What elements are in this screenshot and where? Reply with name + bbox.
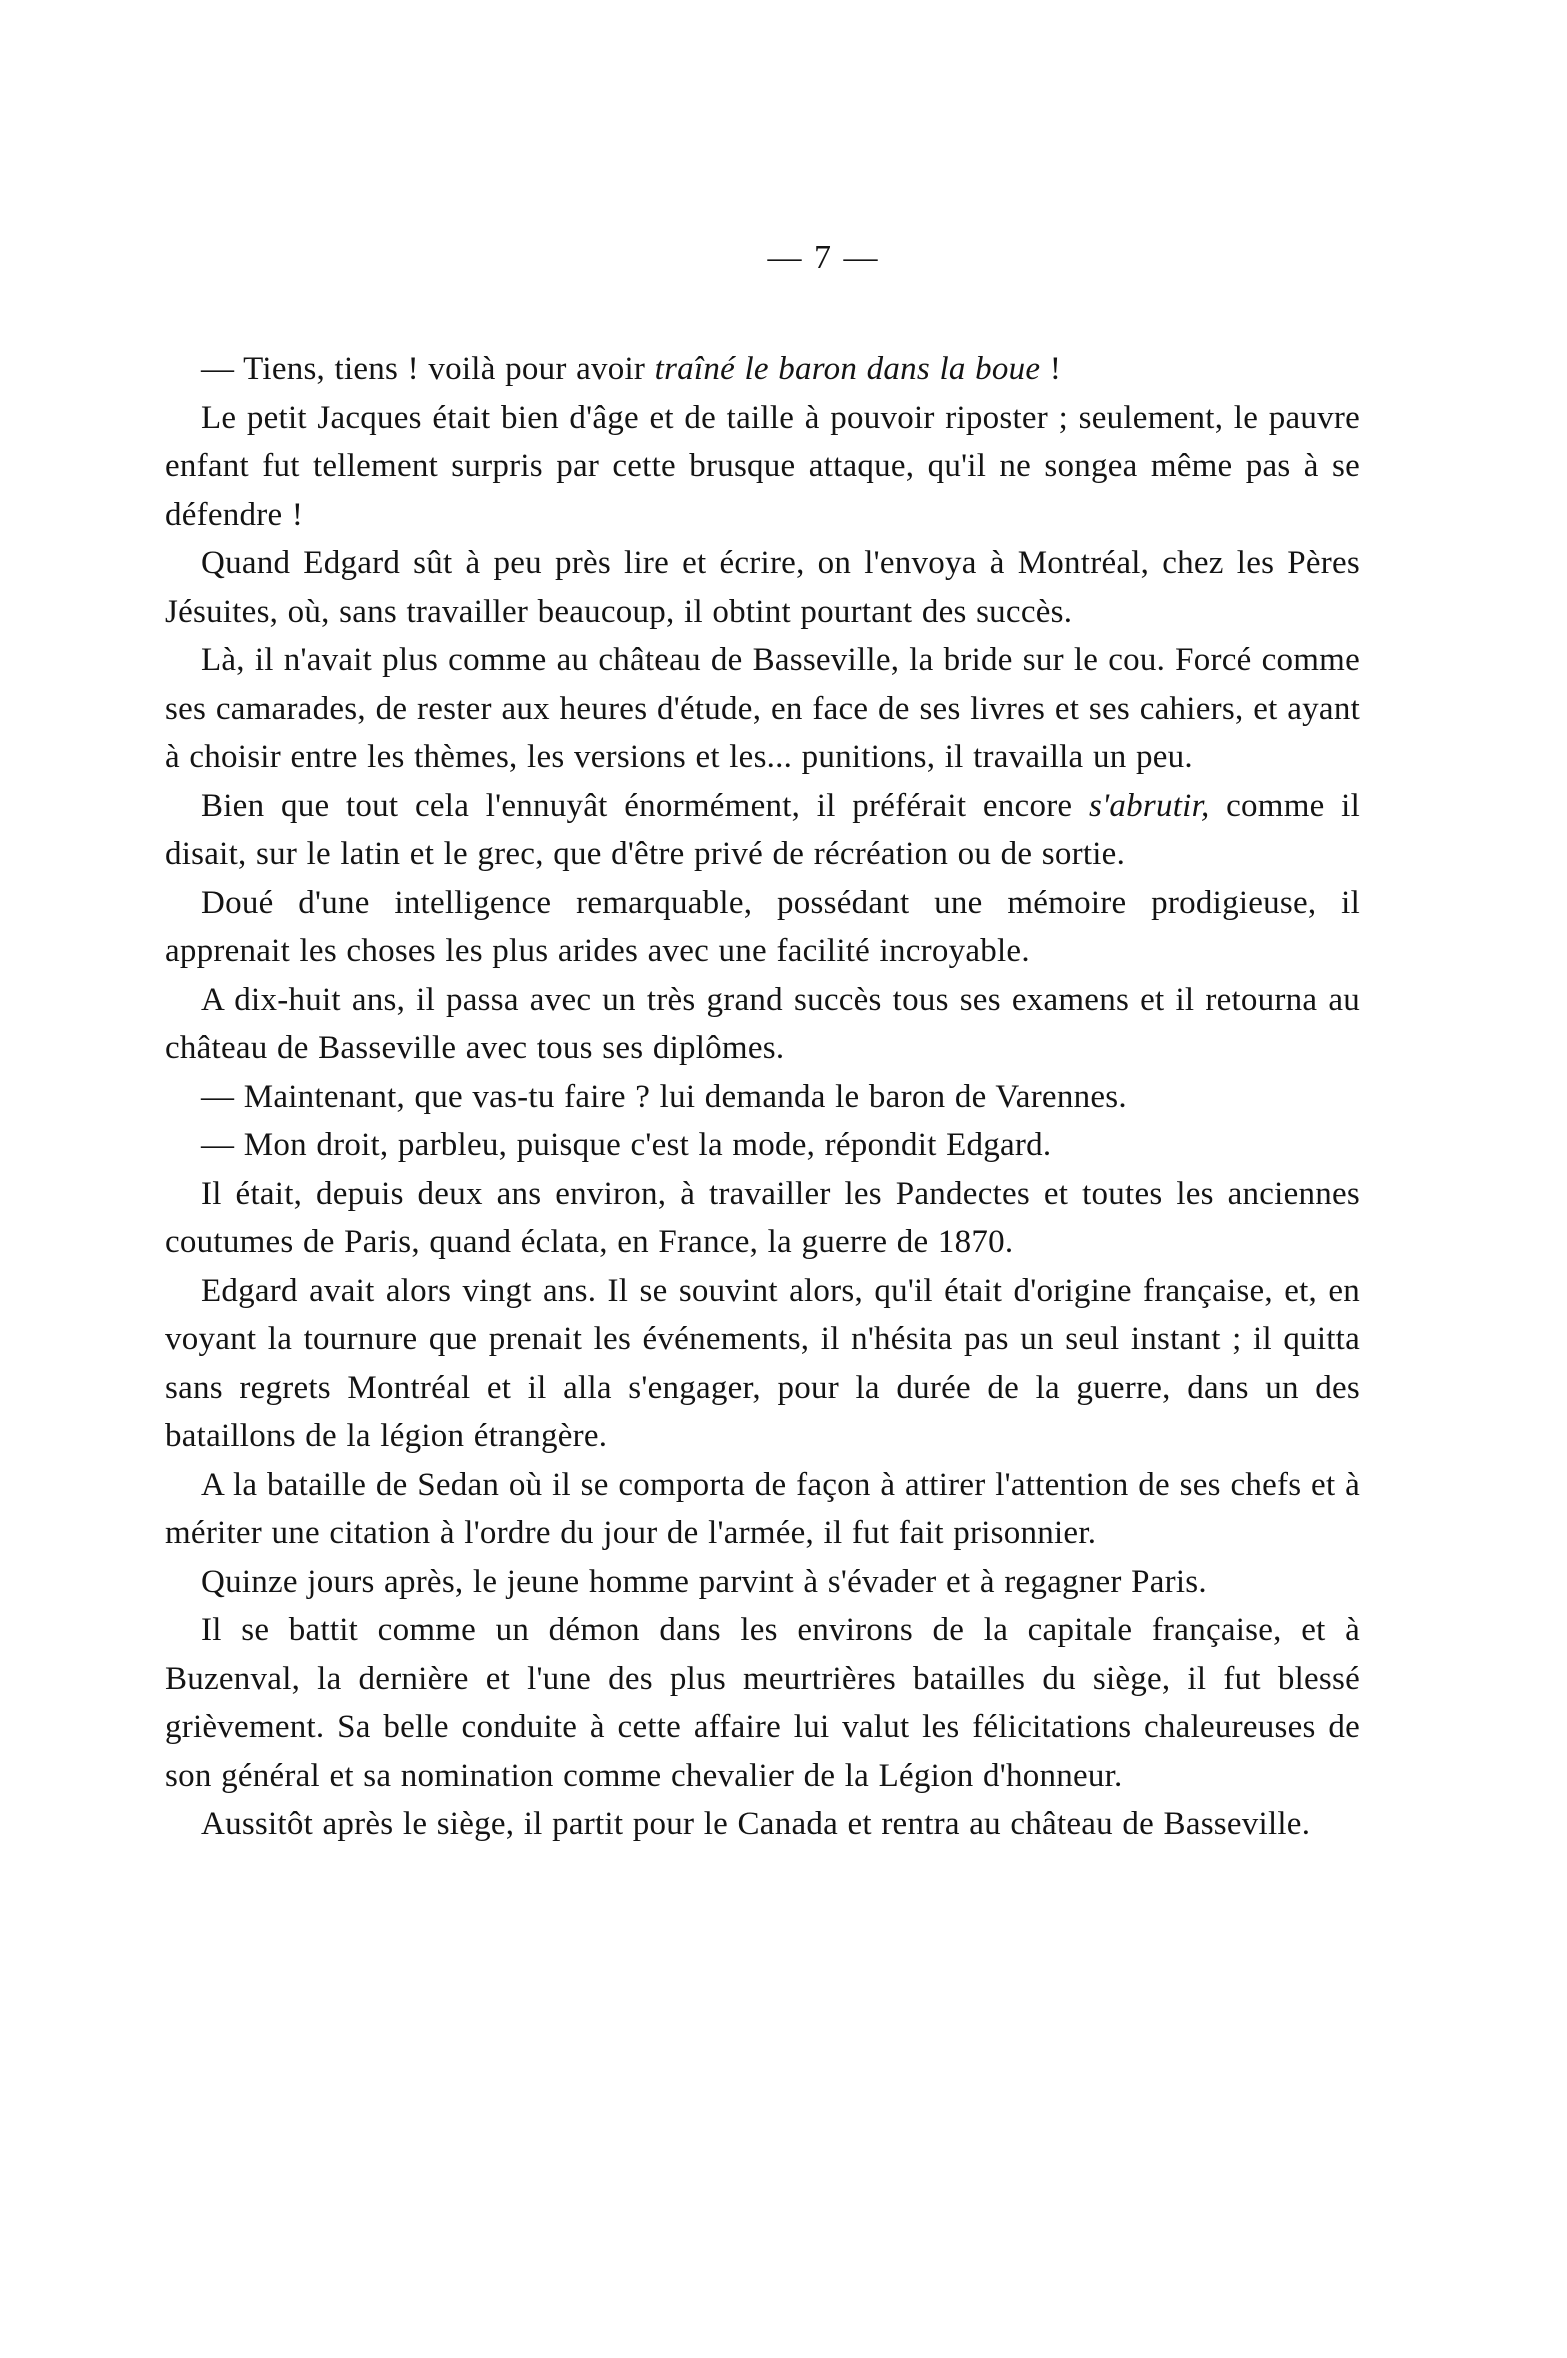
text-segment: Edgard avait alors vingt ans. Il se souvint alors, qu'il était d'origine française, et, en voyant la tournure que prenait les événements, il n'hésita pas un seul instant ; il quitta sans regrets Montréal et il alla s'engager, pour la durée de la guerre, dans un des bataillons de la légion étrangère. [165,1272,1360,1454]
text-segment: comme il disait, sur le latin et le grec, que d'être privé de récréation ou de sortie. [165,787,1361,872]
paragraph [165,1461,1360,1558]
paragraph [165,345,1360,394]
paragraph [165,1800,1360,1849]
text-segment: Là, il n'avait plus comme au château de Basseville, la bride sur le cou. Forcé comme ses camarades, de rester aux heures d'étude, en face de ses livres et ses cahiers, et ayant à choisir entre les thèmes, les versions et les... punitions, il travailla un peu. [165,642,1360,775]
paragraph [165,1121,1360,1170]
text-segment: — Tiens, tiens ! voilà pour avoir [201,351,655,387]
body-text [165,345,1360,1849]
paragraph [165,394,1360,540]
text-segment: Il se battit comme un démon dans les environs de la capitale française, et à Buzenval, la dernière et l'une des plus meurtrières batailles du siège, il fut blessé grièvement. Sa belle conduite à cette affaire lui valut les félicitations chaleureuses de son général et sa nomination comme chevalier de la Légion d'honneur. [165,1612,1360,1794]
text-segment: Quinze jours après, le jeune homme parvint à s'évader et à regagner Paris. [201,1563,1207,1600]
text-segment: Aussitôt après le siège, il partit pour le Canada et rentra au château de Basseville. [201,1806,1311,1842]
paragraph [165,539,1360,636]
text-segment: Il était, depuis deux ans environ, à travailler les Pandectes et toutes les anciennes coutumes de Paris, quand éclata, en France, la guerre de 1870. [165,1175,1360,1260]
italic-text: traîné le baron dans la boue [654,351,1041,387]
italic-text: s'abrutir, [1088,787,1210,824]
page-number: — 7 — [767,239,880,276]
text-segment: Bien que tout cela l'ennuyât énormément, il préférait encore [201,787,1089,824]
paragraph [165,879,1360,976]
paragraph [165,636,1360,782]
paragraph [165,782,1360,879]
paragraph [165,976,1360,1073]
paragraph [165,1170,1360,1267]
text-segment: — Mon droit, parbleu, puisque c'est la mode, répondit Edgard. [201,1127,1052,1163]
text-segment: Quand Edgard sût à peu près lire et écrire, on l'envoya à Montréal, chez les Pères Jésuites, où, sans travailler beaucoup, il obtint pourtant des succès. [165,545,1360,630]
paragraph [165,1267,1360,1461]
text-segment: — Maintenant, que vas-tu faire ? lui demanda le baron de Varennes. [201,1078,1127,1115]
text-segment: A la bataille de Sedan où il se comporta de façon à attirer l'attention de ses chefs et à mériter une citation à l'ordre du jour de l'armée, il fut fait prisonnier. [165,1466,1360,1551]
text-segment: A dix-huit ans, il passa avec un très grand succès tous ses examens et il retourna au château de Basseville avec tous ses diplômes. [165,981,1360,1066]
paragraph [165,1073,1360,1122]
text-segment: Doué d'une intelligence remarquable, possédant une mémoire prodigieuse, il apprenait les choses les plus arides avec une facilité incroyable. [165,884,1360,969]
text-segment: Le petit Jacques était bien d'âge et de taille à pouvoir riposter ; seulement, le pauvre enfant fut tellement surpris par cette brusque attaque, qu'il ne songea même pas à se défendre ! [165,399,1360,533]
paragraph [165,1558,1360,1607]
text-segment: ! [1040,351,1062,387]
paragraph [165,1606,1360,1800]
